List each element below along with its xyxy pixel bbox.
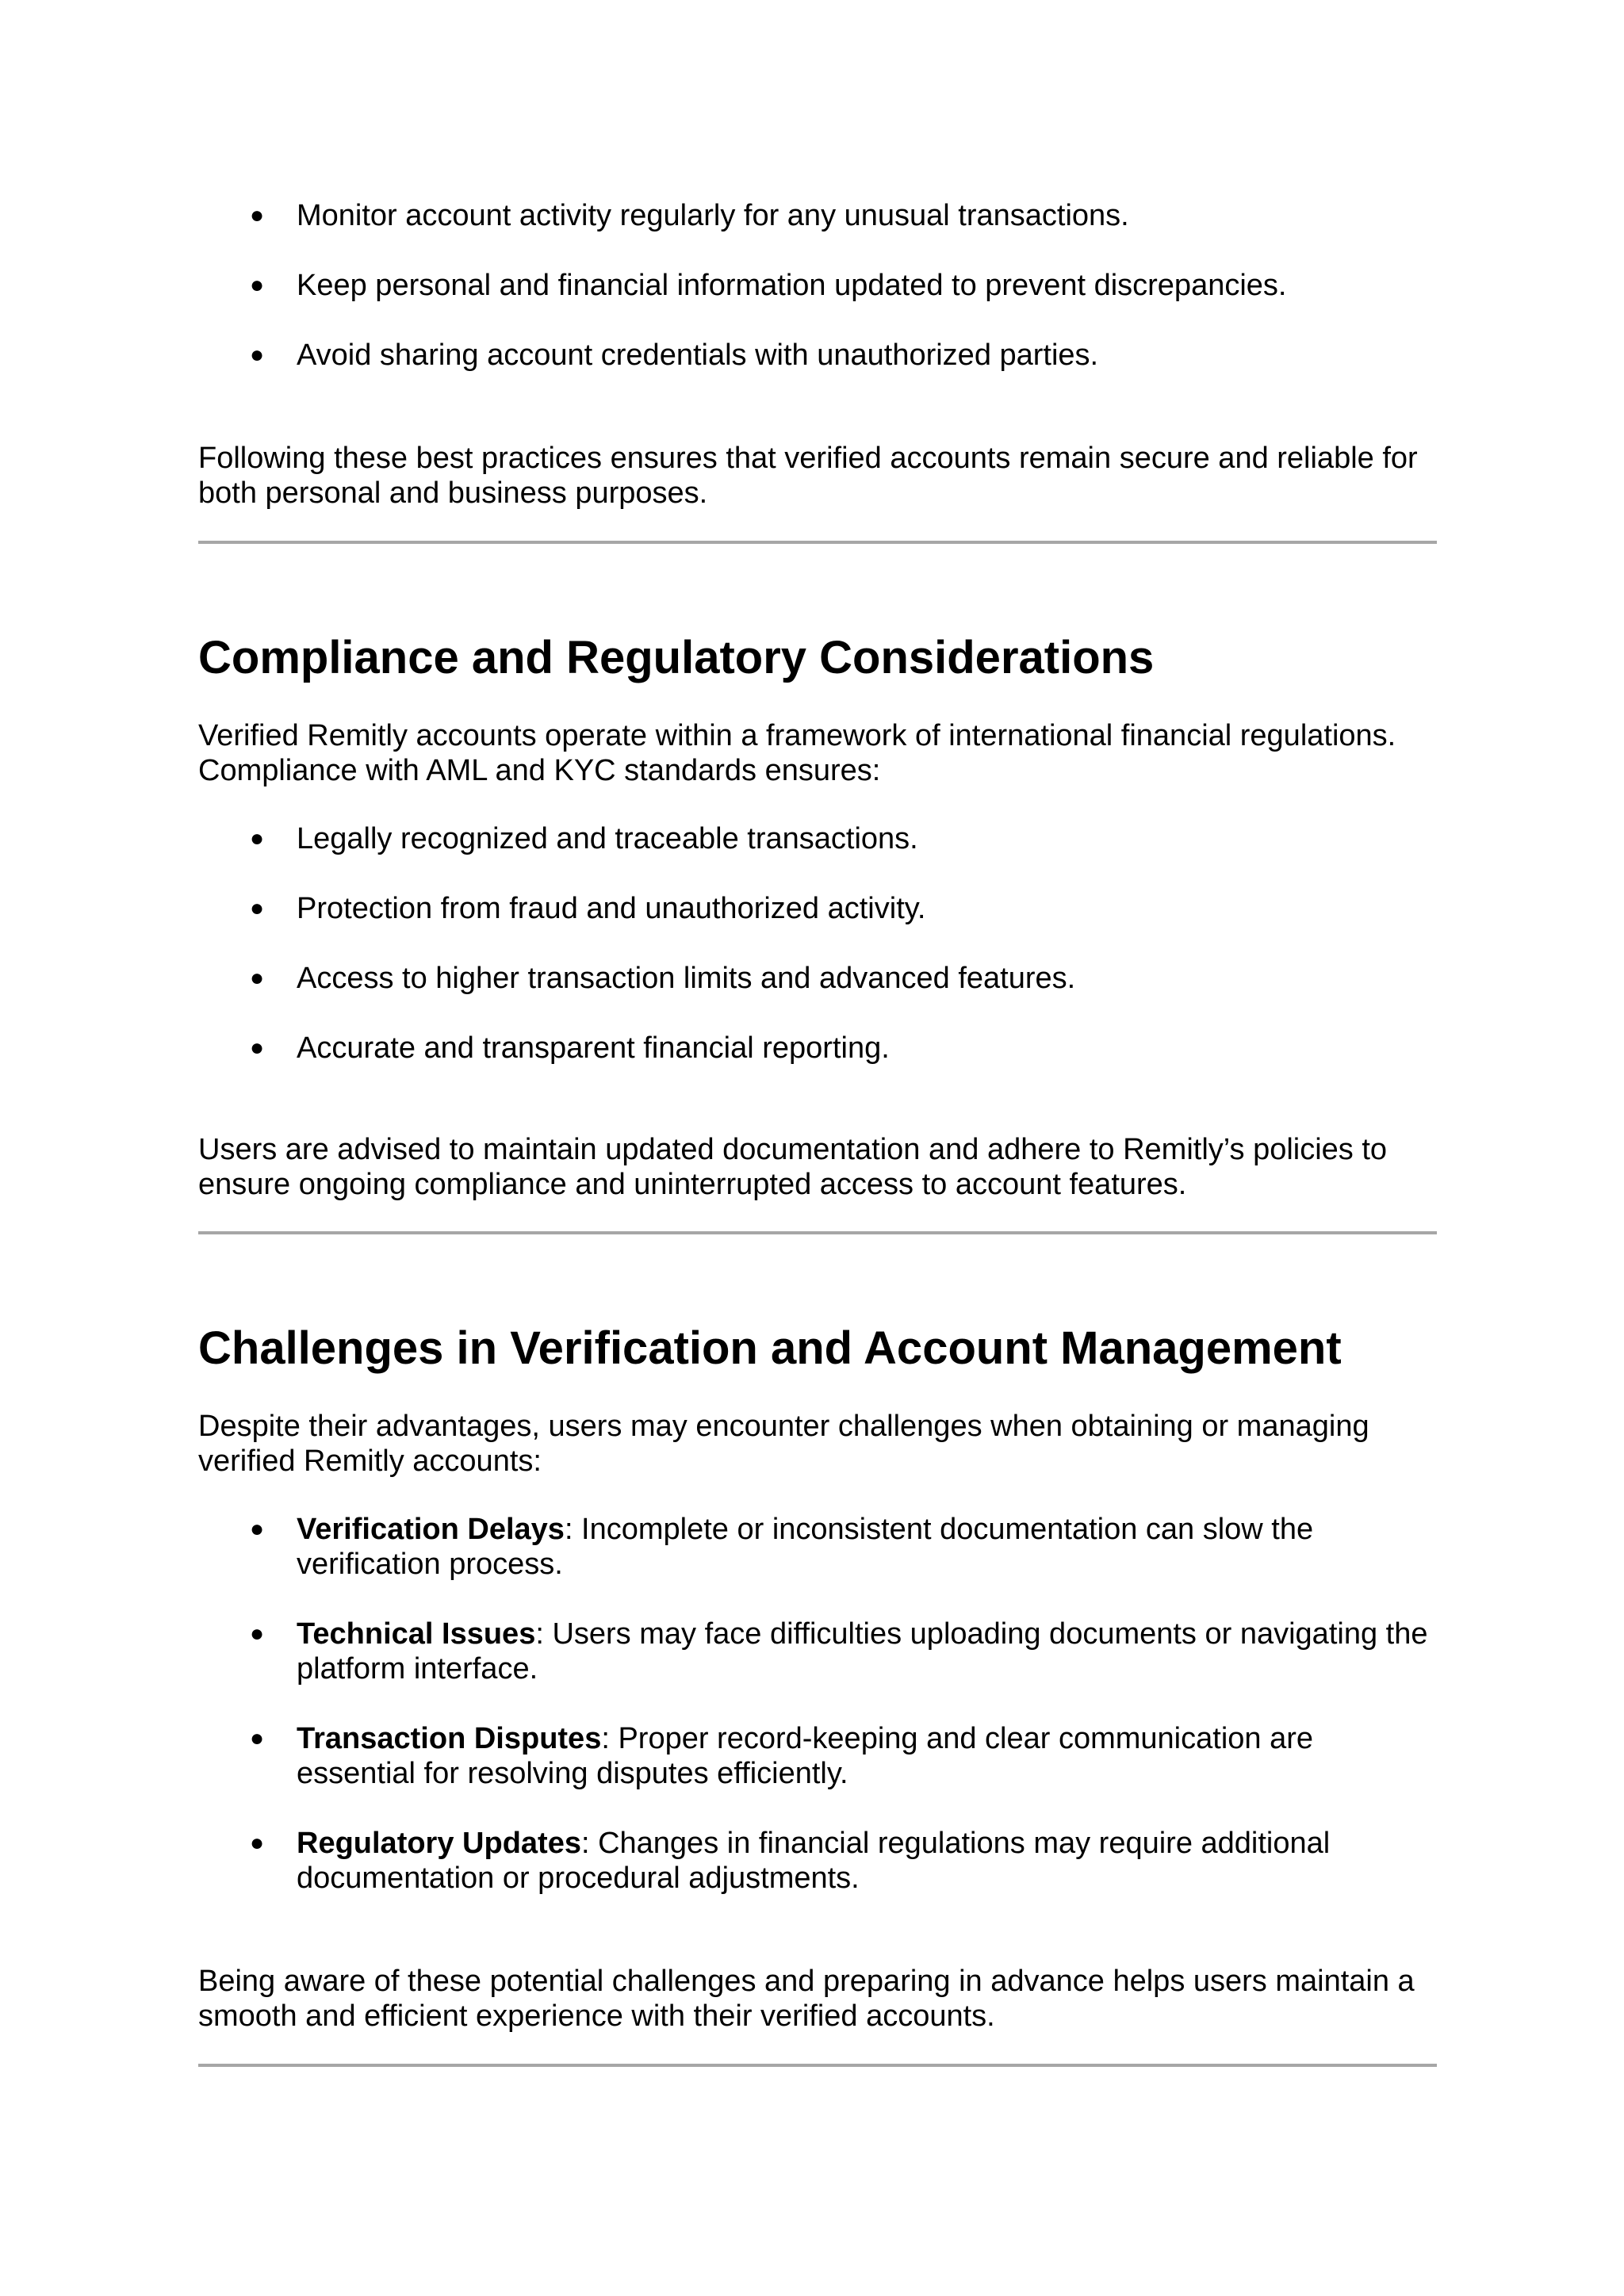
list-item-text: Avoid sharing account credentials with unauthorized parties. xyxy=(297,339,1099,372)
list-item xyxy=(198,1512,1437,1582)
list-item-text: Access to higher transaction limits and advanced features. xyxy=(297,962,1076,995)
compliance-intro-paragraph: Verified Remitly accounts operate within a framework of international financial regulations. Compliance with AML and KYC standards ensures: xyxy=(198,719,1396,787)
list-item xyxy=(198,1031,1437,1066)
compliance-closing-paragraph: Users are advised to maintain updated documentation and adhere to Remitly’s policies to ensure ongoing compliance and uninterrupted access to account features. xyxy=(198,1133,1388,1201)
list-item xyxy=(198,198,1437,233)
list-item xyxy=(198,1826,1437,1896)
list-item-text: : Proper record-keeping and clear communication are essential for resolving disputes efficiently. xyxy=(297,1722,1314,1790)
list-item xyxy=(198,1617,1437,1686)
bullet-icon: ● xyxy=(250,1621,265,1647)
list-item-term: Technical Issues xyxy=(297,1617,536,1651)
bullet-icon: ● xyxy=(250,895,265,921)
intro-section xyxy=(198,198,1437,373)
bullet-icon: ● xyxy=(250,1516,265,1542)
list-item-text: Monitor account activity regularly for any unusual transactions. xyxy=(297,199,1129,232)
list-item xyxy=(198,891,1437,926)
compliance-section xyxy=(198,632,1437,684)
list-item-text: Legally recognized and traceable transactions. xyxy=(297,822,918,855)
challenges-section xyxy=(198,1322,1437,1375)
bullet-icon: ● xyxy=(250,202,265,228)
list-item xyxy=(198,338,1437,373)
list-item-term: Transaction Disputes xyxy=(297,1722,602,1755)
section-heading: Compliance and Regulatory Considerations xyxy=(198,632,1155,683)
list-item-term: Regulatory Updates xyxy=(297,1827,581,1860)
bullet-icon: ● xyxy=(250,272,265,298)
list-item-text: Accurate and transparent financial reporting. xyxy=(297,1031,890,1065)
list-item xyxy=(198,268,1437,303)
compliance-bullet-list xyxy=(198,821,1437,1066)
challenges-bullet-list xyxy=(198,1512,1437,1896)
list-item xyxy=(198,821,1437,856)
challenges-intro-section xyxy=(198,1409,1437,1479)
challenges-closing-paragraph: Being aware of these potential challenges and preparing in advance helps users maintain a smooth and efficient experience with their verified accounts. xyxy=(198,1965,1415,2033)
bullet-icon: ● xyxy=(250,1830,265,1856)
section-divider xyxy=(198,2064,1437,2067)
challenges-intro-paragraph: Despite their advantages, users may encounter challenges when obtaining or managing verified Remitly accounts: xyxy=(198,1410,1369,1478)
compliance-closing-section xyxy=(198,1132,1437,1202)
intro-closing-section xyxy=(198,441,1437,511)
bullet-icon: ● xyxy=(250,1035,265,1061)
section-heading: Challenges in Verification and Account Management xyxy=(198,1322,1342,1374)
intro-bullet-list xyxy=(198,198,1437,373)
compliance-bullets-section xyxy=(198,821,1437,1066)
challenges-closing-section xyxy=(198,1964,1437,2034)
section-divider xyxy=(198,541,1437,544)
list-item xyxy=(198,1721,1437,1791)
list-item-text: : Users may face difficulties uploading documents or navigating the platform interface. xyxy=(297,1617,1428,1686)
list-item-text: : Changes in financial regulations may require additional documentation or procedural adjustments. xyxy=(297,1827,1331,1895)
list-item-text: : Incomplete or inconsistent documentation can slow the verification process. xyxy=(297,1513,1314,1581)
bullet-icon: ● xyxy=(250,342,265,368)
section-divider xyxy=(198,1231,1437,1234)
list-item-term: Verification Delays xyxy=(297,1513,565,1546)
challenges-bullets-section xyxy=(198,1512,1437,1896)
list-item-text: Protection from fraud and unauthorized activity. xyxy=(297,892,926,925)
bullet-icon: ● xyxy=(250,965,265,991)
bullet-icon: ● xyxy=(250,1725,265,1751)
list-item xyxy=(198,961,1437,996)
compliance-intro-section xyxy=(198,718,1437,788)
list-item-text: Keep personal and financial information updated to prevent discrepancies. xyxy=(297,269,1287,302)
intro-closing-paragraph: Following these best practices ensures that verified accounts remain secure and reliable for both personal and business purposes. xyxy=(198,442,1418,510)
bullet-icon: ● xyxy=(250,825,265,851)
